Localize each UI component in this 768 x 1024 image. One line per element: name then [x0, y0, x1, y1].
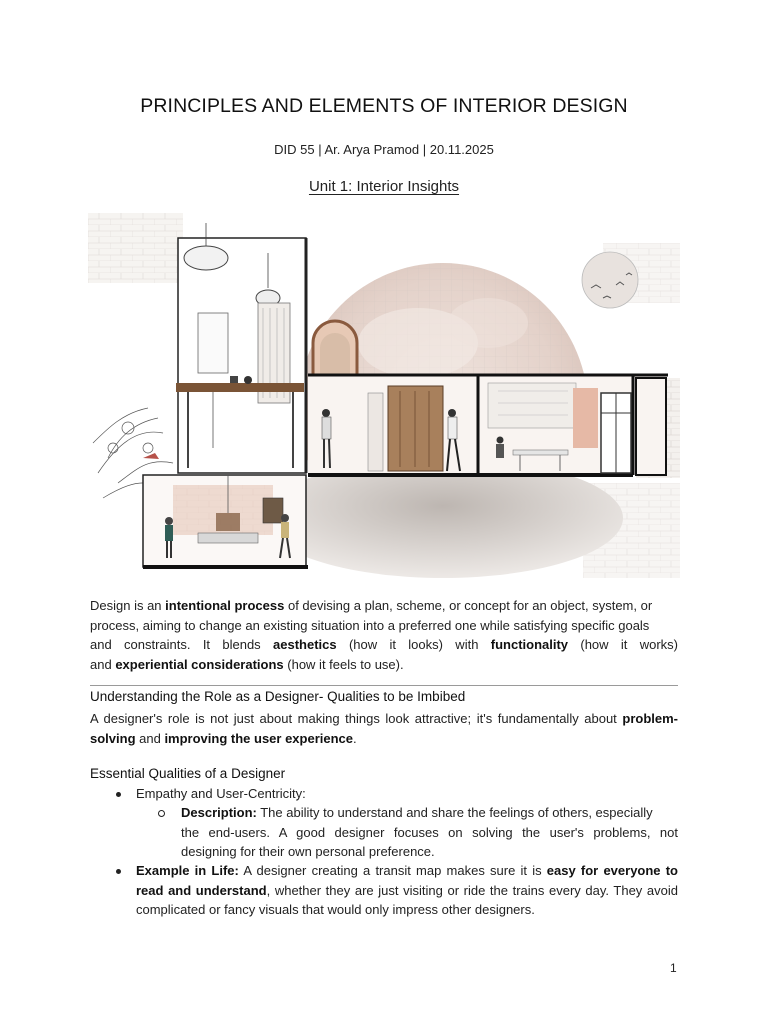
interior-illustration [88, 213, 680, 581]
wardrobe [388, 386, 443, 471]
document-title: PRINCIPLES AND ELEMENTS OF INTERIOR DESIGN [140, 95, 628, 117]
page-number: 1 [670, 961, 677, 975]
role-heading: Understanding the Role as a Designer- Qualities to be Imbibed [90, 689, 466, 704]
dining-table [176, 383, 304, 392]
document-meta: DID 55 | Ar. Arya Pramod | 20.11.2025 [274, 142, 494, 157]
section-divider [90, 685, 678, 686]
sub-bullet-circle [158, 810, 165, 817]
quality-empathy: Empathy and User-Centricity: [136, 786, 306, 801]
role-line-1: A designer's role is not just about making things look attractive; it's fundamentally about problem- [90, 711, 678, 726]
brick-wall-left [88, 213, 183, 283]
small-moon [582, 252, 638, 308]
intro-line-2: process, aiming to change an existing situation into a preferred one while satisfying specific goals [90, 617, 650, 633]
bullet-dot [116, 869, 121, 874]
intro-line-3: and constraints. It blends aesthetics (how it looks) with functionality (how it works) [90, 637, 678, 652]
intro-line-1: Design is an intentional process of devising a plan, scheme, or concept for an object, system, or [90, 598, 653, 613]
intro-line-4: and experiential considerations (how it feels to use). [90, 656, 404, 672]
intro-paragraph [90, 596, 678, 674]
role-line-2: solving and improving the user experience. [90, 730, 357, 746]
qualities-heading: Essential Qualities of a Designer [90, 766, 286, 781]
empathy-example: Example in Life: A designer creating a transit map makes sure it is easy for everyone to read and understand, whether they are just visiting or ride the trains every day. They avoid complicated or fancy visuals that would only impress other designers. [136, 863, 678, 917]
unit-heading [0, 178, 768, 195]
role-paragraph [90, 709, 678, 748]
bullet-dot [116, 792, 121, 797]
empathy-description: Description: The ability to understand and share the feelings of others, especially the end-users. A good designer focuses on solving the user's problems, not designing for their own personal preference. [181, 805, 678, 859]
unit-heading-text: Unit 1: Interior Insights [308, 178, 460, 195]
